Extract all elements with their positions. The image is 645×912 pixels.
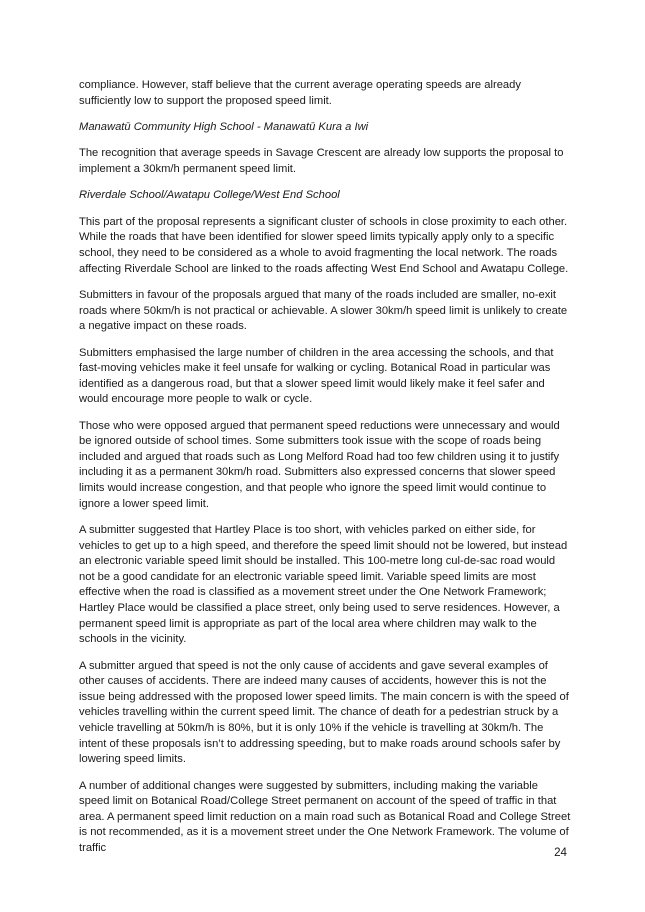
page-body bbox=[79, 78, 571, 867]
paragraph-children: Submitters emphasised the large number of children in the area accessing the schools, and that fast-moving vehicles make it feel unsafe for walking or cycling. Botanical Road in particular was identified as a dangerous road, but that a slower speed limit would likely make it feel safer and would encourage more people to walk or cycle. bbox=[79, 346, 554, 406]
paragraph-savage-crescent: The recognition that average speeds in Savage Crescent are already low supports the proposal to implement a 30km/h permanent speed limit. bbox=[79, 147, 564, 175]
paragraph-cluster: This part of the proposal represents a significant cluster of schools in close proximity to each other. While the roads that have been identified for slower speed limits typically apply only to a specific school, they need to be considered as a whole to avoid fragmenting the local network. The roads affecting Riverdale School are linked to the roads affecting West End School and Awatapu College. bbox=[79, 215, 569, 275]
page-number: 24 bbox=[554, 846, 567, 859]
section-heading-riverdale: Riverdale School/Awatapu College/West End School bbox=[79, 189, 340, 202]
paragraph-additional-changes: A number of additional changes were suggested by submitters, including making the variable speed limit on Botanical Road/College Street permanent on account of the speed of traffic in that area. A permanent speed limit reduction on a main road such as Botanical Road and College Street is not recommended, as it is a movement street under the One Network Framework. The volume of traffic bbox=[79, 779, 571, 854]
paragraph-opposed: Those who were opposed argued that permanent speed reductions were unnecessary and would be ignored outside of school times. Some submitters took issue with the scope of roads being included and argued that roads such as Long Melford Road had too few children using it to justify including it as a permanent 30km/h road. Submitters also expressed concerns that slower speed limits would increase congestion, and that people who ignore the speed limit would continue to ignore a lower speed limit. bbox=[79, 419, 560, 510]
paragraph-hartley-place: A submitter suggested that Hartley Place is too short, with vehicles parked on either side, for vehicles to get up to a high speed, and therefore the speed limit should not be lowered, but instead an electronic variable speed limit should be installed. This 100-metre long cul-de-sac road would not be a good candidate for an electronic variable speed limit. Variable speed limits are most effective when the road is classified as a movement street under the One Network Framework; Hartley Place would be classified a place street, only being used to serve residences. However, a permanent speed limit is appropriate as part of the local area where children may walk to the schools in the vicinity. bbox=[79, 524, 568, 646]
section-heading-manawatu: Manawatū Community High School - Manawatū Kura a Iwi bbox=[79, 120, 369, 133]
paragraph-accidents: A submitter argued that speed is not the only cause of accidents and gave several examples of other causes of accidents. There are indeed many causes of accidents, however this is not the issue being addressed with the proposed lower speed limits. The main concern is with the speed of vehicles travelling within the current speed limit. The chance of death for a pedestrian struck by a vehicle travelling at 50km/h is 80%, but it is only 10% if the vehicle is travelling at 30km/h. The intent of these proposals isn’t to addressing speeding, but to make roads around schools safer by lowering speed limits. bbox=[79, 659, 569, 766]
paragraph-favour: Submitters in favour of the proposals argued that many of the roads included are smaller, no-exit roads where 50km/h is not practical or achievable. A slower 30km/h speed limit is unlikely to create a negative impact on these roads. bbox=[79, 288, 568, 333]
paragraph-compliance: compliance. However, staff believe that the current average operating speeds are already sufficiently low to support the proposed speed limit. bbox=[79, 79, 521, 107]
